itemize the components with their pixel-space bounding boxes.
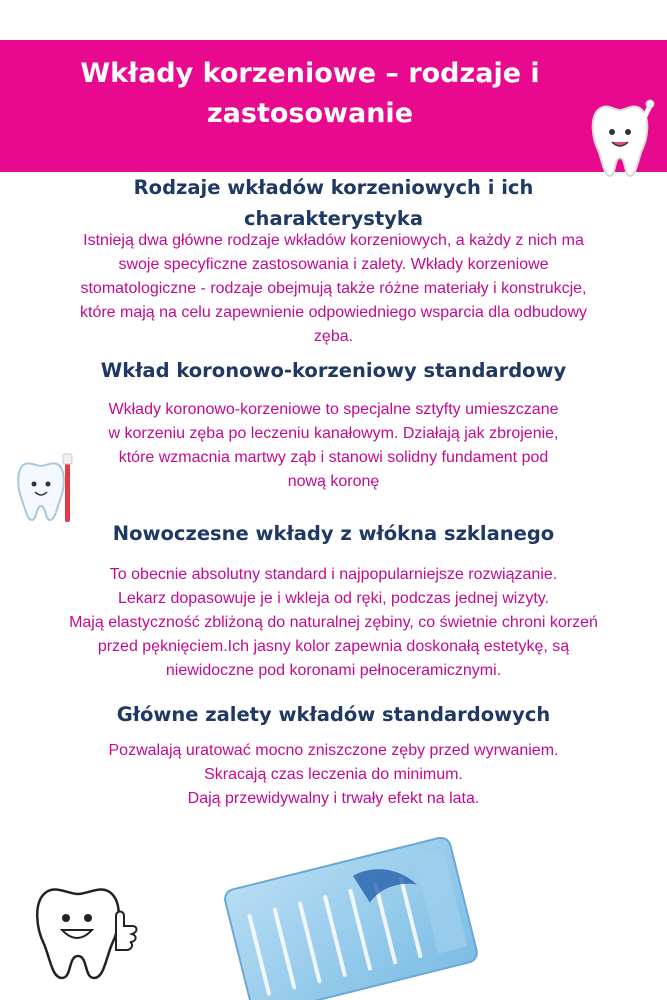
fiber-post-package-photo [214, 822, 486, 1000]
section-heading-standard-post [40, 355, 627, 386]
section-text-fiber-posts [20, 563, 647, 683]
section-heading-fiber-posts [40, 518, 627, 549]
text-line: które mają na celu zapewnienie odpowiedniego wsparcia dla odbudowy [80, 304, 587, 321]
page-title-line-1: Wkłady korzeniowe – rodzaje i [80, 58, 540, 89]
heading-line: Główne zalety wkładów standardowych [116, 703, 551, 726]
text-line: stomatologiczne - rodzaje obejmują także różne materiały i konstrukcje, [80, 280, 587, 297]
section-heading-advantages [40, 699, 627, 730]
tooth-mascot-waving-icon [584, 92, 656, 184]
heading-line: charakterystyka [244, 207, 423, 230]
section-text-standard-post [20, 398, 647, 494]
heading-line: Nowoczesne wkłady z włókna szklanego [112, 522, 555, 545]
text-line: swoje specyficzne zastosowania i zalety. Wkłady korzeniowe [118, 256, 549, 273]
header-banner [0, 40, 667, 172]
section-text-advantages [20, 739, 647, 811]
heading-line: Wkład koronowo-korzeniowy standardowy [100, 359, 567, 382]
text-line: przed pęknięciem.Ich jasny kolor zapewnia doskonałą estetykę, są [97, 638, 570, 655]
section-text-types [20, 229, 647, 349]
page-title [60, 54, 560, 134]
text-line: Dają przewidywalny i trwały efekt na lata. [187, 790, 480, 807]
text-line: To obecnie absolutny standard i najpopularniejsze rozwiązanie. [109, 566, 558, 583]
text-line: które wzmacnia martwy ząb i stanowi solidny fundament pod [118, 449, 549, 466]
text-line: Pozwalają uratować mocno zniszczone zęby przed wyrwaniem. [108, 742, 559, 759]
text-line: nową koronę [287, 473, 380, 490]
text-line: Mają elastyczność zbliżoną do naturalnej zębiny, co świetnie chroni korzeń [69, 614, 598, 631]
page-title-line-2: zastosowanie [206, 98, 414, 129]
heading-line: Rodzaje wkładów korzeniowych i ich [133, 176, 534, 199]
text-line: w korzeniu zęba po leczeniu kanałowym. Działają jak zbrojenie, [108, 425, 559, 442]
section-heading-types [40, 172, 627, 234]
tooth-mascot-toothbrush-icon [14, 452, 78, 524]
text-line: zęba. [313, 328, 354, 345]
text-line: Lekarz dopasowuje je i wkleja od ręki, podczas jednej wizyty. [117, 590, 550, 607]
text-line: Wkłady koronowo-korzeniowe to specjalne sztyfty umieszczane [108, 401, 559, 418]
tooth-mascot-thumbs-up-icon [30, 872, 140, 984]
text-line: Istnieją dwa główne rodzaje wkładów korzeniowych, a każdy z nich ma [83, 232, 584, 249]
text-line: niewidoczne pod koronami pełnoceramicznymi. [165, 662, 502, 679]
text-line: Skracają czas leczenia do minimum. [204, 766, 463, 783]
